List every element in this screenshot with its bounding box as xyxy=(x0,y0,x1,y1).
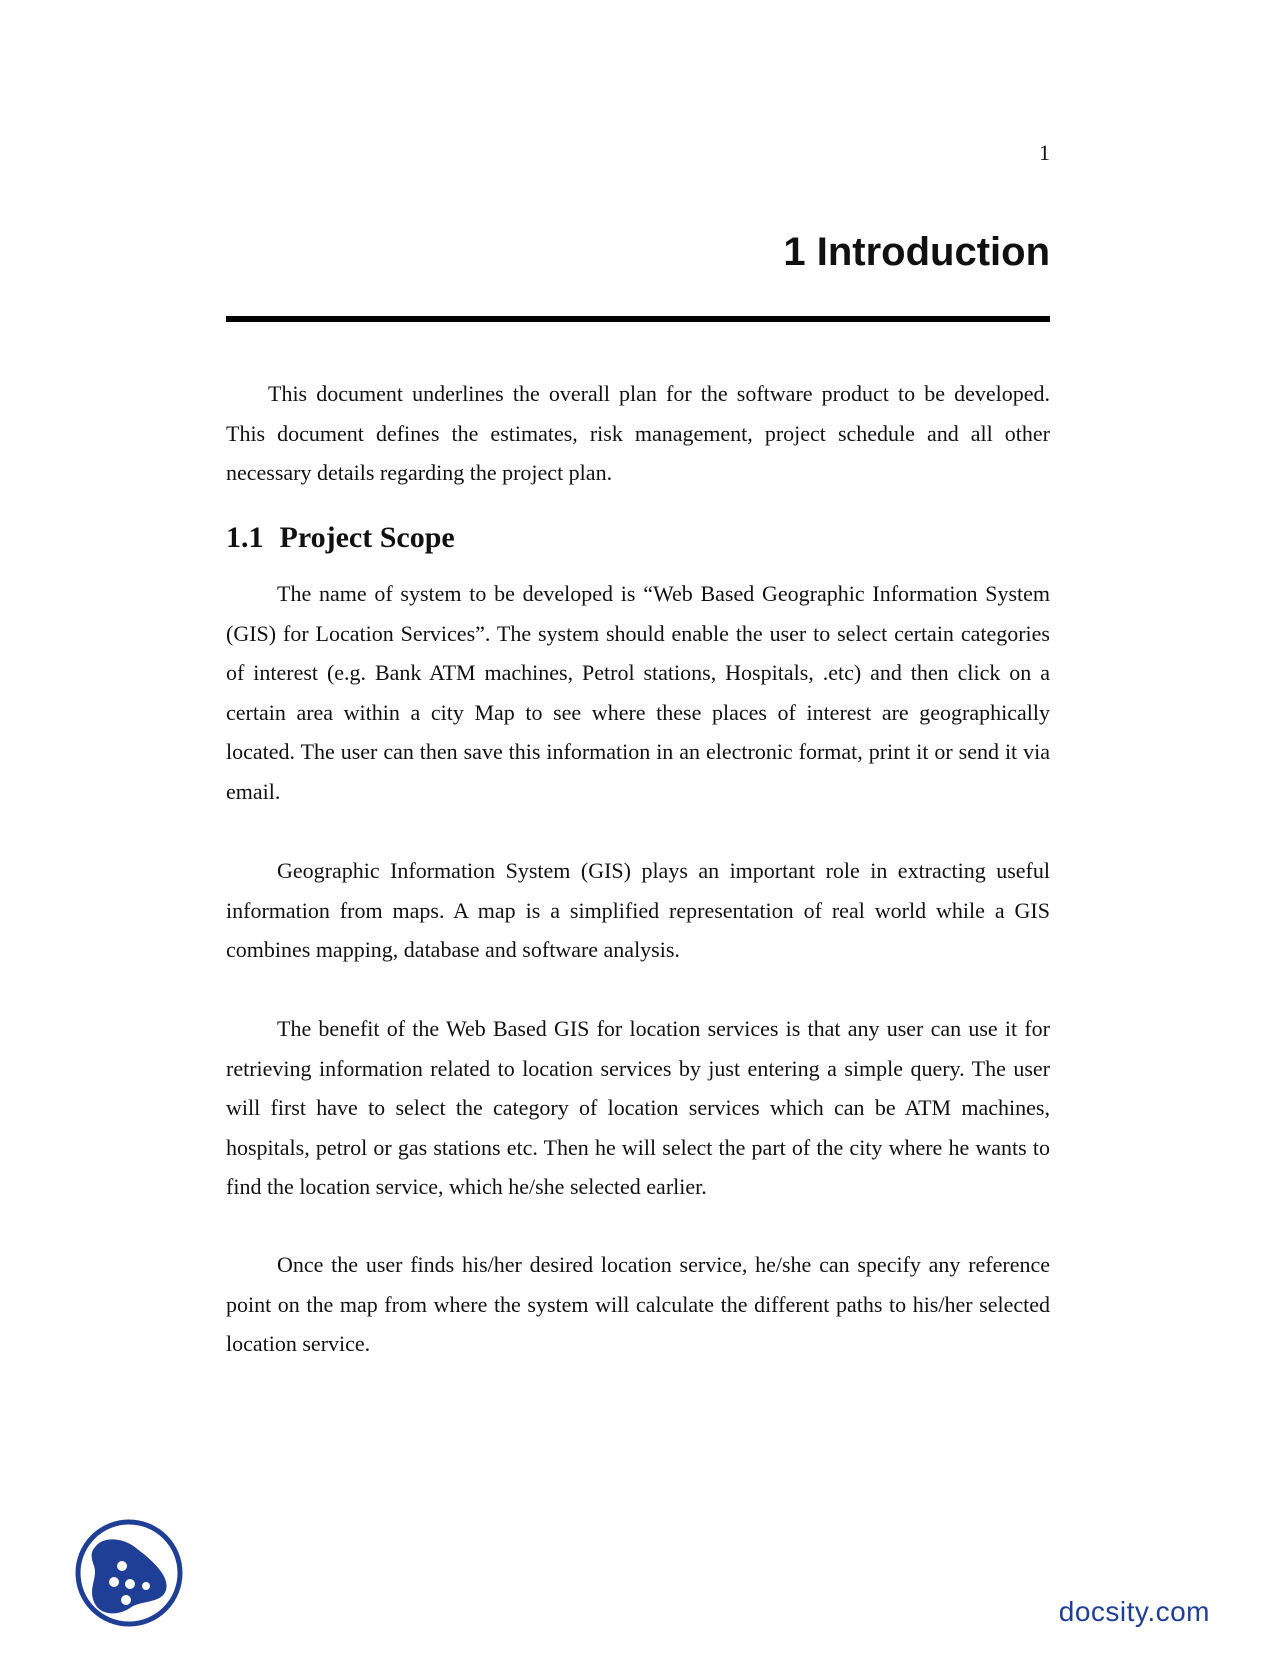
chapter-divider xyxy=(226,316,1050,322)
section-title: Project Scope xyxy=(279,521,455,554)
section-heading xyxy=(226,520,455,556)
scope-paragraph: Once the user finds his/her desired location service, he/she can specify any reference point on the map from where the system will calculate the different paths to his/her selected location service. xyxy=(226,1252,1050,1356)
chapter-title: 1 Introduction xyxy=(783,230,1050,274)
docsity-logo-icon[interactable] xyxy=(74,1518,184,1628)
section-number: 1.1 xyxy=(226,521,264,554)
scope-paragraph: The benefit of the Web Based GIS for location services is that any user can use it for retrieving information related to location services by just entering a simple query. The user will first have to select the category of location services which can be ATM machines, hospitals, petrol or gas stations etc. Then he will select the part of the city where he wants to find the location service, which he/she selected earlier. xyxy=(226,1016,1050,1199)
docsity-brand-link[interactable]: docsity.com xyxy=(1058,1596,1210,1627)
scope-paragraph: The name of system to be developed is “Web Based Geographic Information System (GIS) for Location Services”. The system should enable the user to select certain categories of interest (e.g. Bank ATM machines, Petrol stations, Hospitals, .etc) and then click on a certain area within a city Map to see where these places of interest are geographically located. The user can then save this information in an electronic format, print it or send it via email. xyxy=(226,581,1050,804)
intro-paragraph: This document underlines the overall plan for the software product to be developed. This document defines the estimates, risk management, project schedule and all other necessary details regarding the project plan. xyxy=(226,381,1050,485)
page-number: 1 xyxy=(1039,140,1050,165)
scope-paragraph: Geographic Information System (GIS) plays an important role in extracting useful information from maps. A map is a simplified representation of real world while a GIS combines mapping, database and software analysis. xyxy=(226,858,1050,962)
